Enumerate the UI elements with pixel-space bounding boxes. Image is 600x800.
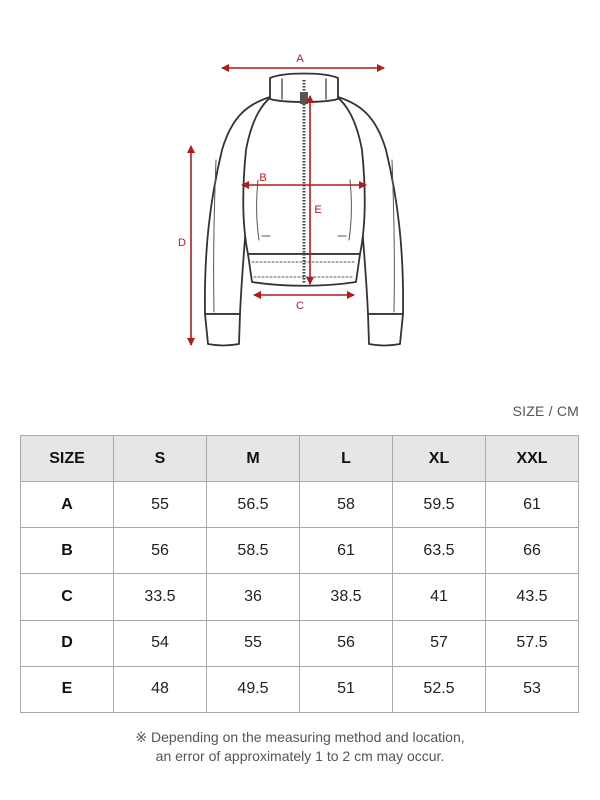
unit-note: SIZE / CM xyxy=(512,403,579,419)
table-row xyxy=(21,574,579,620)
table-cell: 58.5 xyxy=(207,528,300,574)
table-row xyxy=(21,620,579,666)
disclaimer-line-2: an error of approximately 1 to 2 cm may occur. xyxy=(155,748,445,764)
measure-label-a: A xyxy=(296,53,304,65)
measure-label-c: C xyxy=(296,300,304,312)
table-cell: 36 xyxy=(207,574,300,620)
table-cell: 38.5 xyxy=(300,574,393,620)
table-cell: 55 xyxy=(207,620,300,666)
table-cell: 58 xyxy=(300,482,393,528)
table-cell: 51 xyxy=(300,666,393,712)
table-row xyxy=(21,528,579,574)
table-cell: 52.5 xyxy=(393,666,486,712)
header-s: S xyxy=(114,436,207,482)
table-cell: 54 xyxy=(114,620,207,666)
header-m: M xyxy=(207,436,300,482)
table-cell: 57 xyxy=(393,620,486,666)
table-row xyxy=(21,666,579,712)
table-cell: 53 xyxy=(486,666,579,712)
table-cell: 48 xyxy=(114,666,207,712)
measure-label-d: D xyxy=(178,237,186,249)
table-cell: 55 xyxy=(114,482,207,528)
table-cell: 41 xyxy=(393,574,486,620)
table-cell: 59.5 xyxy=(393,482,486,528)
table-cell: 61 xyxy=(486,482,579,528)
header-l: L xyxy=(300,436,393,482)
table-cell: 43.5 xyxy=(486,574,579,620)
table-cell: 66 xyxy=(486,528,579,574)
table-cell: 49.5 xyxy=(207,666,300,712)
table-cell: 33.5 xyxy=(114,574,207,620)
measure-label-e: E xyxy=(314,204,322,216)
table-row xyxy=(21,482,579,528)
size-chart-table xyxy=(20,435,579,713)
row-label: D xyxy=(21,620,114,666)
table-header-row xyxy=(21,436,579,482)
disclaimer-line-1: ※ Depending on the measuring method and location, xyxy=(135,729,465,745)
row-label: B xyxy=(21,528,114,574)
table-cell: 56 xyxy=(114,528,207,574)
row-label: C xyxy=(21,574,114,620)
table-cell: 63.5 xyxy=(393,528,486,574)
header-xxl: XXL xyxy=(486,436,579,482)
table-cell: 56.5 xyxy=(207,482,300,528)
table-cell: 61 xyxy=(300,528,393,574)
row-label: E xyxy=(21,666,114,712)
jacket-measurement-diagram xyxy=(0,0,600,370)
measurement-disclaimer xyxy=(0,728,600,766)
header-xl: XL xyxy=(393,436,486,482)
table-cell: 56 xyxy=(300,620,393,666)
measure-label-b: B xyxy=(259,172,267,184)
header-size: SIZE xyxy=(21,436,114,482)
table-cell: 57.5 xyxy=(486,620,579,666)
row-label: A xyxy=(21,482,114,528)
